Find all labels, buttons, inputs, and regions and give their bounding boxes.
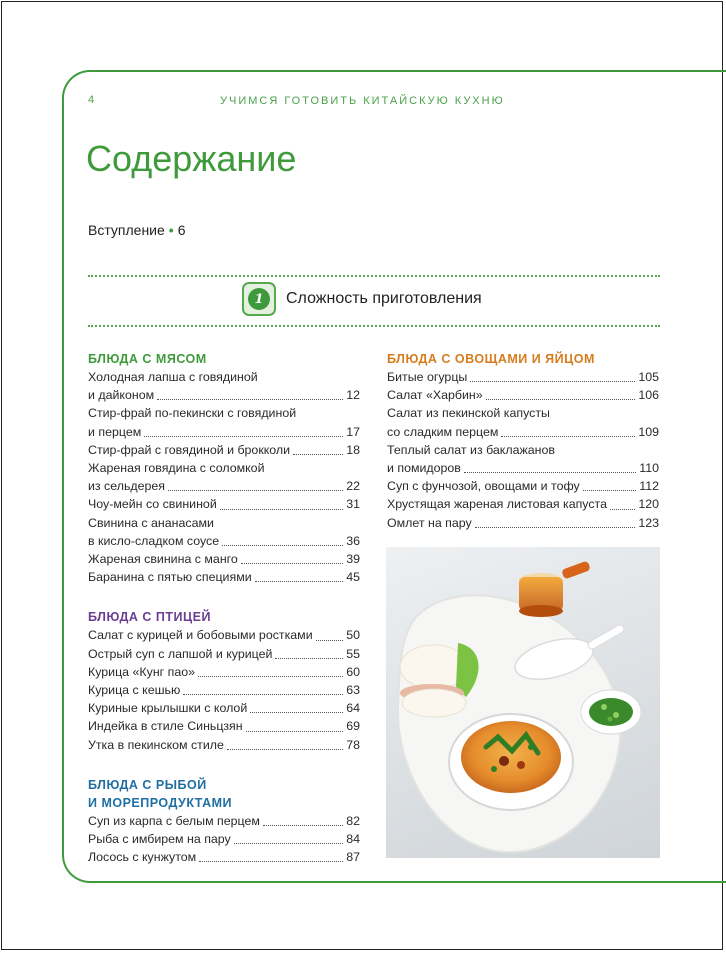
dot-leader [222,545,343,546]
dot-leader [255,581,344,582]
toc-item-name: Баранина с пятью специями [88,570,252,585]
page-number: 4 [88,94,95,106]
dot-leader [293,454,343,455]
toc-item-name: Салат с курицей и бобовыми ростками [88,628,313,643]
toc-item[interactable] [88,626,360,644]
difficulty-badge-icon [242,282,276,316]
toc-item[interactable] [88,568,360,586]
toc-item-name: Битые огурцы [387,370,468,384]
toc-item-page: 112 [639,479,659,494]
toc-item-page: 106 [638,388,659,403]
toc-item-page: 78 [346,737,360,752]
toc-item[interactable] [88,736,360,754]
toc-item-name: Лосось с кунжутом [88,850,197,865]
toc-item[interactable] [88,441,360,459]
dot-leader [275,658,343,659]
dot-leader [475,527,636,528]
dot-leader [464,472,636,473]
toc-item-line[interactable]: Салат из пекинской капусты [387,406,550,421]
toc-item-name: и помидоров [387,461,461,476]
toc-item[interactable] [88,495,360,513]
dot-leader [583,490,637,491]
toc-item[interactable] [387,495,659,513]
toc-item-page: 18 [346,442,360,457]
intro-page: 6 [177,222,186,238]
toc-item-page: 109 [638,424,659,439]
dot-leader [486,399,636,400]
food-photo-illustration [386,547,660,858]
toc-item[interactable] [88,699,360,717]
toc-item-page: 120 [638,497,659,512]
section-heading-fish-line2: И МОРЕПРОДУКТАМИ [88,795,233,810]
toc-item-name: Жареная свинина с манго [88,552,238,567]
toc-item-page: 87 [346,850,360,865]
toc-item-page: 82 [346,813,360,828]
toc-item-page: 69 [346,719,360,734]
toc-item-page: 22 [346,479,360,494]
toc-item-page: 39 [346,552,360,567]
toc-item-name: Стир-фрай с говядиной и брокколи [88,442,291,457]
toc-item[interactable] [387,459,659,477]
toc-item[interactable] [387,514,659,532]
toc-item-page: 17 [346,424,360,439]
bullet-dot-icon: • [168,222,174,238]
dot-leader [246,731,344,732]
toc-item-name: Утка в пекинском стиле [88,737,224,752]
toc-item[interactable] [387,423,659,441]
dot-leader [241,563,343,564]
dot-leader [234,843,343,844]
toc-item[interactable] [88,681,360,699]
toc-item-line[interactable]: Жареная говядина с соломкой [88,461,265,476]
toc-item-page: 45 [346,570,360,585]
toc-item-name: в кисло-сладком соусе [88,533,220,548]
toc-item-name: Омлет на пару [387,515,472,530]
section-heading-fish-line1: БЛЮДА С РЫБОЙ [88,777,207,792]
difficulty-label: Сложность приготовления [286,290,482,307]
page-title: Содержание [86,138,297,179]
toc-item-name: Индейка в стиле Синьцзян [88,719,243,734]
food-photo [386,547,660,858]
toc-item-name: Куриные крылышки с колой [88,701,248,716]
toc-item-name: Суп с фунчозой, овощами и тофу [387,479,580,494]
toc-item-name: со сладким перцем [387,424,499,439]
dot-leader [250,712,343,713]
toc-item-page: 36 [346,533,360,548]
toc-right-column [387,350,659,532]
toc-item[interactable] [88,717,360,735]
toc-item-name: и дайконом [88,388,155,403]
dot-leader [144,436,343,437]
difficulty-level-number: 1 [248,288,270,310]
toc-item-page: 84 [346,832,360,847]
intro-label: Вступление [88,222,165,238]
dot-leader [183,694,343,695]
toc-item[interactable] [88,830,360,848]
dot-leader [168,490,343,491]
toc-item[interactable] [88,423,360,441]
running-header: УЧИМСЯ ГОТОВИТЬ КИТАЙСКУЮ КУХНЮ [220,95,505,107]
toc-item[interactable] [88,663,360,681]
toc-item[interactable] [88,550,360,568]
divider-top [88,275,660,277]
toc-item-line[interactable]: Свинина с ананасами [88,515,214,530]
intro-entry[interactable] [88,222,185,238]
toc-item-page: 12 [346,388,360,403]
toc-item-line[interactable]: Стир-фрай по-пекински с говядиной [88,406,297,421]
dot-leader [470,381,635,382]
dot-leader [610,509,635,510]
dot-leader [220,509,343,510]
toc-item[interactable] [88,848,360,866]
dot-leader [501,436,635,437]
toc-left-column [88,350,360,866]
toc-item-line[interactable]: Теплый салат из баклажанов [387,442,555,457]
toc-item-name: Суп из карпа с белым перцем [88,813,260,828]
toc-item[interactable] [88,645,360,663]
toc-item-page: 31 [346,497,360,512]
toc-item[interactable] [88,386,360,404]
toc-item-page: 60 [346,664,360,679]
section-heading-meat: БЛЮДА С МЯСОМ [88,352,207,366]
toc-item-page: 110 [639,461,659,476]
toc-item[interactable] [88,812,360,830]
dot-leader [199,861,343,862]
toc-item-page: 63 [346,683,360,698]
toc-item-name: Чоу-мейн со свининой [88,497,217,512]
toc-item-name: Хрустящая жареная листовая капуста [387,497,607,512]
toc-item[interactable] [387,477,659,495]
toc-item-page: 55 [346,646,360,661]
toc-item-name: Курица с кешью [88,683,181,698]
toc-item-page: 50 [346,628,360,643]
section-heading-poultry: БЛЮДА С ПТИЦЕЙ [88,610,211,625]
difficulty-legend [242,282,482,316]
dot-leader [198,676,343,677]
toc-item-name: Салат «Харбин» [387,388,483,403]
toc-item-name: Рыба с имбирем на пару [88,832,231,847]
dot-leader [227,749,343,750]
toc-item-line[interactable]: Холодная лапша с говядиной [88,370,258,384]
toc-item[interactable] [387,386,659,404]
toc-item-name: и перцем [88,424,142,439]
toc-item-page: 123 [638,515,659,530]
dot-leader [263,825,343,826]
toc-item[interactable] [88,532,360,550]
toc-item-name: из сельдерея [88,479,166,494]
divider-bottom [88,325,660,327]
toc-item[interactable] [88,477,360,495]
toc-item-name: Острый суп с лапшой и курицей [88,646,273,661]
toc-item-name: Курица «Кунг пао» [88,664,196,679]
dot-leader [157,399,343,400]
section-heading-vegetables: БЛЮДА С ОВОЩАМИ И ЯЙЦОМ [387,352,595,366]
toc-item-page: 105 [638,370,659,384]
toc-item[interactable] [387,368,659,386]
dot-leader [316,640,344,641]
toc-item-page: 64 [346,701,360,716]
